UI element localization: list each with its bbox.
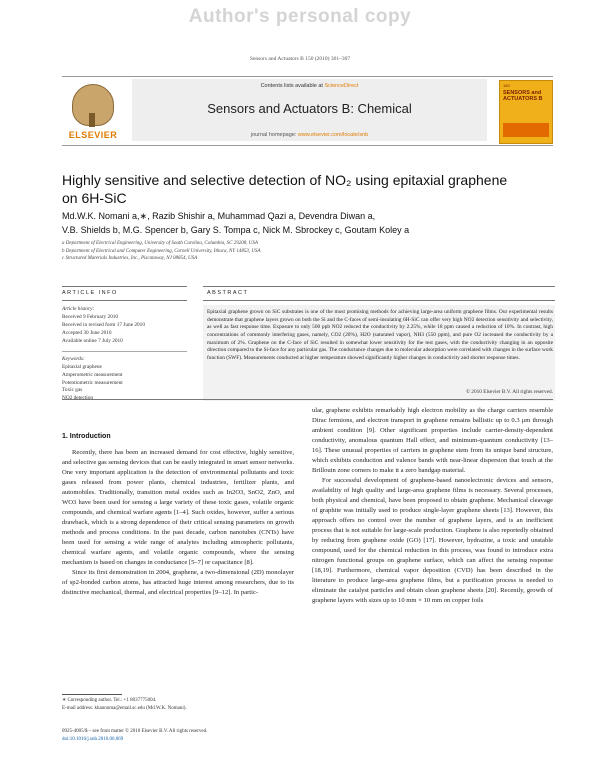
- authors-line-2: V.B. Shields b, M.G. Spencer b, Gary S. Tompa c, Nick M. Sbrockey c, Goutam Koley a: [62, 224, 410, 235]
- left-column: [62, 448, 294, 598]
- footnotes: [62, 697, 294, 713]
- homepage-prefix: journal homepage:: [250, 132, 297, 138]
- author-list: [62, 210, 542, 237]
- elsevier-logo: [62, 80, 124, 142]
- authors-line-1: Md.W.K. Nomani a,∗, Razib Shishir a, Muhammad Qazi a, Devendra Diwan a,: [62, 211, 376, 221]
- cover-volume: 150: [503, 83, 510, 88]
- publisher-name: ELSEVIER: [68, 130, 118, 140]
- keyword: Potentiometric measurement: [62, 379, 123, 386]
- abstract-text: Epitaxial graphene grown on SiC substrates is one of the most promising methods for achieving large-area uniform graphene films. Our experimental results demonstrate that graphene layers grown on both the Si and the C-faces of semi-insulating 6H-SiC can offer very high NO2 detection sensitivity and selectivity, as well as fast response time. Exposure to only 500 ppb NO2 reduced the conductivity by 2.25%, while 18 ppm caused a reduction of 10%. In contrast, high concentrations of commonly interfering gases, namely, CO2 (20%), H2O (saturated vapor), NH3 (550 ppm), and pure O2 increased the conductivity by a maximum of 2%. Graphene on the C-face of SiC resulted in somewhat lower sensitivity for the test gases, with the conductivity changing in an opposite direction compared to the Si-face for any particular gas. The conductance changes due to molecular adsorption were correlated with changes in the surface work function (SWF). Measurements conducted at higher temperature showed significantly higher changes in conductivity and shorter response times.: [207, 309, 553, 362]
- author-email: E-mail address: khannoma@email.sc.edu (Md.W.K. Nomani).: [62, 705, 187, 711]
- corresponding-author: ∗ Corresponding author. Tel.: +1 8037775004.: [62, 698, 157, 703]
- online-date: Available online 7 July 2010: [62, 337, 123, 344]
- paragraph: Since its first demonstration in 2004, graphene, a two-dimensional (2D) monolayer of sp2-bonded carbon atoms, has attracted huge interest among researchers, due to its distinctive mechanical, thermal, and electrical properties [9–12]. In partic-: [62, 569, 294, 597]
- keywords-label: Keywords:: [62, 355, 85, 362]
- elsevier-tree-icon: [72, 84, 114, 126]
- divider: [62, 300, 187, 301]
- received-date: Received 9 February 2010: [62, 313, 119, 320]
- history-label: Article history:: [62, 306, 95, 312]
- copyright: © 2010 Elsevier B.V. All rights reserved.: [465, 389, 553, 395]
- publication-info: [62, 728, 294, 743]
- abstract-heading: ABSTRACT: [207, 290, 249, 296]
- affiliation-b: b Department of Electrical and Computer Engineering, Cornell University, Ithaca, NY 14853, USA: [62, 248, 261, 254]
- section-heading: 1. Introduction: [62, 433, 111, 440]
- right-column: [312, 406, 553, 606]
- accepted-date: Accepted 30 June 2010: [62, 329, 112, 336]
- article-info: [62, 306, 187, 403]
- paragraph: For successful development of graphene-based nanoelectronic devices and sensors, availability of high quality and large-area graphene films is necessary. Several processes, both physical and chemical, have been proposed to obtain graphene. Mechanical cleavage of graphite was initially used to produce single-layer graphene sheets [13]. However, this approach offers no control over the number of graphene layers, and is an inefficient process that is not suitable for large-scale production. Graphene is also reportedly obtained by reducing from graphene oxide (GO) [17]. However, hydrazine, a toxic and unstable compound, used for the chemical reduction in this process, was found to introduce extra nitrogen functional groups on graphene surface, which can affect the sensing response [18,19]. Furthermore, chemical vapor deposition (CVD) has been described in the literature to produce large-area graphene films, but a purification process is needed to eliminate the catalyst particles and obtain clean graphene sheets [20]. Recently, growth of graphene layers with sizes up to 10 mm × 10 mm on copper foils: [312, 477, 553, 605]
- affiliation-a: a Department of Electrical Engineering, University of South Carolina, Columbia, SC 29208, USA: [62, 241, 258, 246]
- journal-homepage: [132, 132, 487, 138]
- cover-title: SENSORS and ACTUATORS B: [503, 90, 543, 102]
- affiliations: [62, 240, 542, 263]
- doi-link[interactable]: doi:10.1016/j.snb.2010.06.069: [62, 736, 124, 742]
- footnote-rule: [62, 694, 122, 695]
- divider: [203, 286, 555, 287]
- contents-line: [132, 83, 487, 89]
- divider: [62, 399, 553, 400]
- paragraph: Recently, there has been an increased demand for cost effective, highly sensitive, and selective gas sensing devices that can be easily integrated in smart sensor networks. One very important application is the detection of environmental pollutants and toxic gases released from power plants, chemical industries, fertilizer plants, and automobiles. Traditionally, transition metal oxides such as In2O3, SnO2, ZnO, and WO3 have been used for sensing a large variety of these toxic gases, volatile organic compounds, and chemical warfare agents [1–4]. Such oxides, however, suffer a serious drawback, which is a strong dependence of their critical sensing parameters on growth methods and process conditions. In the past decade, carbon nanotubes (CNTs) have been used for sensing a wide range of analytes including atmospheric pollutants, chemical warfare agents, and volatile organic compounds, where the sensing mechanism is based on changes in conductance [5–7] or capacitance [8].: [62, 449, 294, 567]
- contents-prefix: Contents lists available at: [260, 83, 323, 89]
- divider: [203, 300, 555, 301]
- cover-band: [503, 123, 549, 137]
- sciencedirect-link[interactable]: ScienceDirect: [324, 83, 359, 89]
- divider: [62, 351, 187, 352]
- revised-date: Received in revised form 17 June 2010: [62, 321, 145, 328]
- paragraph: ular, graphene exhibits remarkably high electron mobility as the charge carriers resemble Dirac fermions, and electron transport in graphene remains ballistic up to 0.3 μm through ambient condition [9]. Other significant properties include carrier-density-dependent conductivity, anomalous quantum Hall effect, and minimum-quantum conductivity [13–16]. These unusual properties of carriers in graphene stem from its unique band structure, which exhibits conduction and valence bands with near-linear dispersion that touch at the Brillouin zone corners to make it a zero bandgap material.: [312, 407, 553, 475]
- watermark: Author's personal copy: [188, 6, 412, 27]
- journal-citation: Sensors and Actuators B 150 (2010) 301–307: [249, 56, 351, 62]
- journal-header: [62, 76, 553, 146]
- article-title: Highly sensitive and selective detection of NO₂ using epitaxial graphene on 6H-SiC: [62, 172, 508, 206]
- issn-line: 0925-4005/$ – see front matter © 2010 Elsevier B.V. All rights reserved.: [62, 729, 208, 734]
- homepage-link[interactable]: www.elsevier.com/locate/snb: [297, 132, 369, 138]
- contents-box: [132, 79, 487, 141]
- journal-cover: [499, 80, 553, 144]
- keyword: Epitaxial graphene: [62, 363, 102, 370]
- keyword: Toxic gas: [62, 387, 83, 394]
- affiliation-c: c Structured Materials Industries, Inc., Piscataway, NJ 08854, USA: [62, 256, 198, 261]
- journal-title: Sensors and Actuators B: Chemical: [207, 101, 412, 116]
- keyword: Amperometric measurement: [62, 371, 123, 378]
- article-info-heading: ARTICLE INFO: [62, 290, 118, 296]
- divider: [62, 286, 187, 287]
